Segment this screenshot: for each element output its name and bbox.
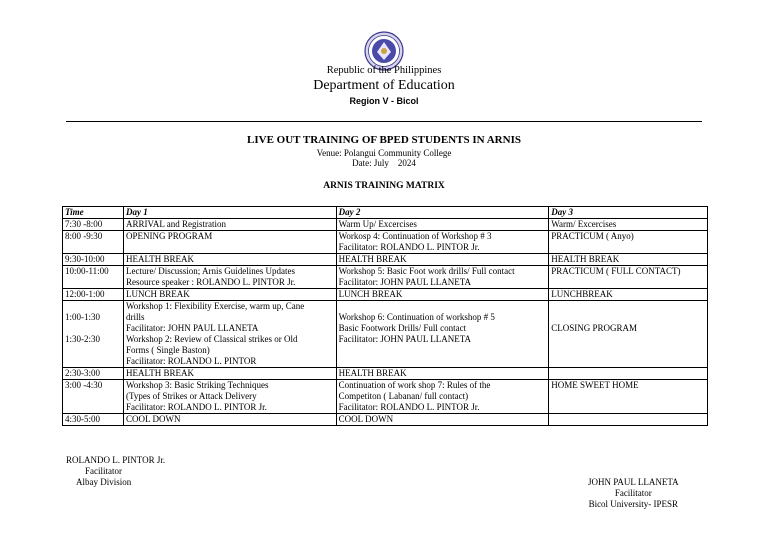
cell-day2 <box>336 301 549 368</box>
left-signatory-name: ROLANDO L. PINTOR Jr. <box>66 455 166 465</box>
table-row <box>63 414 708 426</box>
cell-day2 <box>336 368 549 380</box>
table-row <box>63 266 708 289</box>
cell-line: 2:30-3:00 <box>65 368 100 378</box>
cell-line: Workshop 2: Review of Classical strikes or Old <box>126 334 298 344</box>
cell-line <box>339 301 547 312</box>
cell-line: LUNCH BREAK <box>338 289 403 299</box>
cell-time <box>63 254 124 266</box>
cell-time <box>63 231 124 254</box>
cell-line: Facilitator: ROLANDO L. PINTOR <box>126 356 257 366</box>
cell-day2 <box>336 254 549 266</box>
cell-line: HEALTH BREAK <box>338 368 407 378</box>
cell-line: Competiton ( Labanan/ full contact) <box>338 391 469 401</box>
cell-line: Continuation of work shop 7: Rules of the <box>338 380 491 390</box>
cell-line: CLOSING PROGRAM <box>551 323 638 333</box>
cell-day1 <box>124 301 337 368</box>
cell-line: Workosp 4: Continuation of Workshop # 3 <box>338 231 492 241</box>
cell-line: 3:00 -4:30 <box>65 380 103 390</box>
right-signatory-office: Bicol University- IPESR <box>588 499 679 509</box>
cell-line: HEALTH BREAK <box>126 368 194 378</box>
cell-line: 9:30-10:00 <box>65 254 105 264</box>
cell-line: HEALTH BREAK <box>338 254 407 264</box>
cell-line <box>65 323 121 334</box>
cell-line: 10:00-11:00 <box>65 266 109 276</box>
cell-line: HOME SWEET HOME <box>551 380 639 390</box>
cell-time <box>63 301 124 368</box>
cell-line: Facilitator: ROLANDO L. PINTOR Jr. <box>126 402 267 412</box>
cell-line: COOL DOWN <box>126 414 181 424</box>
cell-day1 <box>124 266 337 289</box>
cell-line: 12:00-1:00 <box>65 289 105 299</box>
cell-day3 <box>549 289 708 301</box>
cell-day3 <box>549 231 708 254</box>
header-divider <box>66 121 702 122</box>
cell-time <box>63 266 124 289</box>
cell-day3 <box>549 254 708 266</box>
cell-line: Basic Footwork Drills/ Full contact <box>338 323 467 333</box>
cell-line: Facilitator: ROLANDO L. PINTOR Jr. <box>338 402 480 412</box>
cell-day2 <box>336 231 549 254</box>
cell-line: Forms ( Single Baston) <box>126 345 210 355</box>
cell-line: Lecture/ Discussion; Arnis Guidelines Updates <box>126 266 296 276</box>
cell-line <box>551 312 705 323</box>
cell-day3 <box>549 219 708 231</box>
cell-line: Facilitator: JOHN PAUL LLANETA <box>126 323 259 333</box>
cell-day1 <box>124 254 337 266</box>
table-row <box>63 289 708 301</box>
right-signatory-name: JOHN PAUL LLANETA <box>588 477 679 487</box>
cell-line: LUNCHBREAK <box>551 289 613 299</box>
document-title: LIVE OUT TRAINING OF BPED STUDENTS IN ARNIS <box>247 134 521 146</box>
cell-time <box>63 414 124 426</box>
cell-line <box>551 368 705 379</box>
cell-time <box>63 219 124 231</box>
cell-line: 1:30-2:30 <box>65 334 100 344</box>
header-day-2: Day 2 <box>336 207 549 219</box>
right-signatory <box>588 477 679 510</box>
cell-day3 <box>549 368 708 380</box>
cell-day1 <box>124 219 337 231</box>
table-header-row <box>63 207 708 219</box>
table-row <box>63 231 708 254</box>
cell-day1 <box>124 368 337 380</box>
cell-line <box>65 301 121 312</box>
cell-time <box>63 368 124 380</box>
matrix-title: ARNIS TRAINING MATRIX <box>323 181 445 191</box>
venue-line: Venue: Polangui Community College <box>316 148 452 158</box>
cell-line: Facilitator: ROLANDO L. PINTOR Jr. <box>338 242 480 252</box>
cell-line: 4:30-5:00 <box>65 414 100 424</box>
cell-line: COOL DOWN <box>338 414 394 424</box>
cell-line: PRACTICUM ( Anyo) <box>551 231 634 241</box>
cell-line: Workshop 3: Basic Striking Techniques <box>126 380 269 390</box>
cell-line: Facilitator: JOHN PAUL LLANETA <box>338 334 472 344</box>
cell-day3 <box>549 414 708 426</box>
cell-line: 7:30 -8:00 <box>65 219 103 229</box>
cell-day2 <box>336 266 549 289</box>
cell-day3 <box>549 380 708 414</box>
cell-line <box>551 414 705 425</box>
cell-line: Warm/ Excercises <box>551 219 617 229</box>
cell-day1 <box>124 414 337 426</box>
left-signatory <box>66 455 165 488</box>
cell-line: LUNCH BREAK <box>126 289 190 299</box>
cell-line: ARRIVAL and Registration <box>126 219 227 229</box>
right-signatory-role: Facilitator <box>614 488 652 498</box>
cell-line: HEALTH BREAK <box>126 254 194 264</box>
date-line: Date: July 2024 <box>352 158 416 168</box>
table-body <box>63 219 708 426</box>
cell-line: (Types of Strikes or Attack Delivery <box>126 391 257 401</box>
cell-line: Workshop 1: Flexibility Exercise, warm up, Cane <box>126 301 305 311</box>
table-row <box>63 219 708 231</box>
cell-day2 <box>336 219 549 231</box>
cell-time <box>63 289 124 301</box>
cell-line: OPENING PROGRAM <box>126 231 213 241</box>
cell-line <box>65 345 121 356</box>
table-row <box>63 368 708 380</box>
department-heading: Department of Education <box>313 78 455 93</box>
cell-line: Facilitator: JOHN PAUL LLANETA <box>338 277 472 287</box>
cell-line: HEALTH BREAK <box>551 254 620 264</box>
cell-time <box>63 380 124 414</box>
cell-line: 1:00-1:30 <box>65 312 100 322</box>
cell-line: PRACTICUM ( FULL CONTACT) <box>551 266 681 276</box>
republic-heading: Republic of the Philippines <box>326 65 442 76</box>
cell-line: 8:00 -9:30 <box>65 231 103 241</box>
left-signatory-role: Facilitator <box>85 466 122 476</box>
cell-day1 <box>124 231 337 254</box>
cell-line: Workshop 6: Continuation of workshop # 5 <box>338 312 495 322</box>
cell-day1 <box>124 289 337 301</box>
cell-line: Resource speaker : ROLANDO L. PINTOR Jr. <box>126 277 296 287</box>
cell-line <box>551 301 705 312</box>
cell-line: drills <box>126 312 145 322</box>
training-matrix-table <box>62 206 708 426</box>
header-day-3: Day 3 <box>549 207 708 219</box>
region-heading: Region V - Bicol <box>349 96 419 106</box>
cell-day3 <box>549 266 708 289</box>
cell-day2 <box>336 414 549 426</box>
cell-day1 <box>124 380 337 414</box>
cell-line: Workshop 5: Basic Foot work drills/ Full contact <box>338 266 515 276</box>
table-row <box>63 301 708 368</box>
table-row <box>63 380 708 414</box>
left-signatory-office: Albay Division <box>76 477 132 487</box>
cell-day2 <box>336 380 549 414</box>
header-time: Time <box>63 207 124 219</box>
cell-day3 <box>549 301 708 368</box>
cell-line: Warm Up/ Excercises <box>338 219 417 229</box>
header-day-1: Day 1 <box>124 207 337 219</box>
table-row <box>63 254 708 266</box>
cell-day2 <box>336 289 549 301</box>
